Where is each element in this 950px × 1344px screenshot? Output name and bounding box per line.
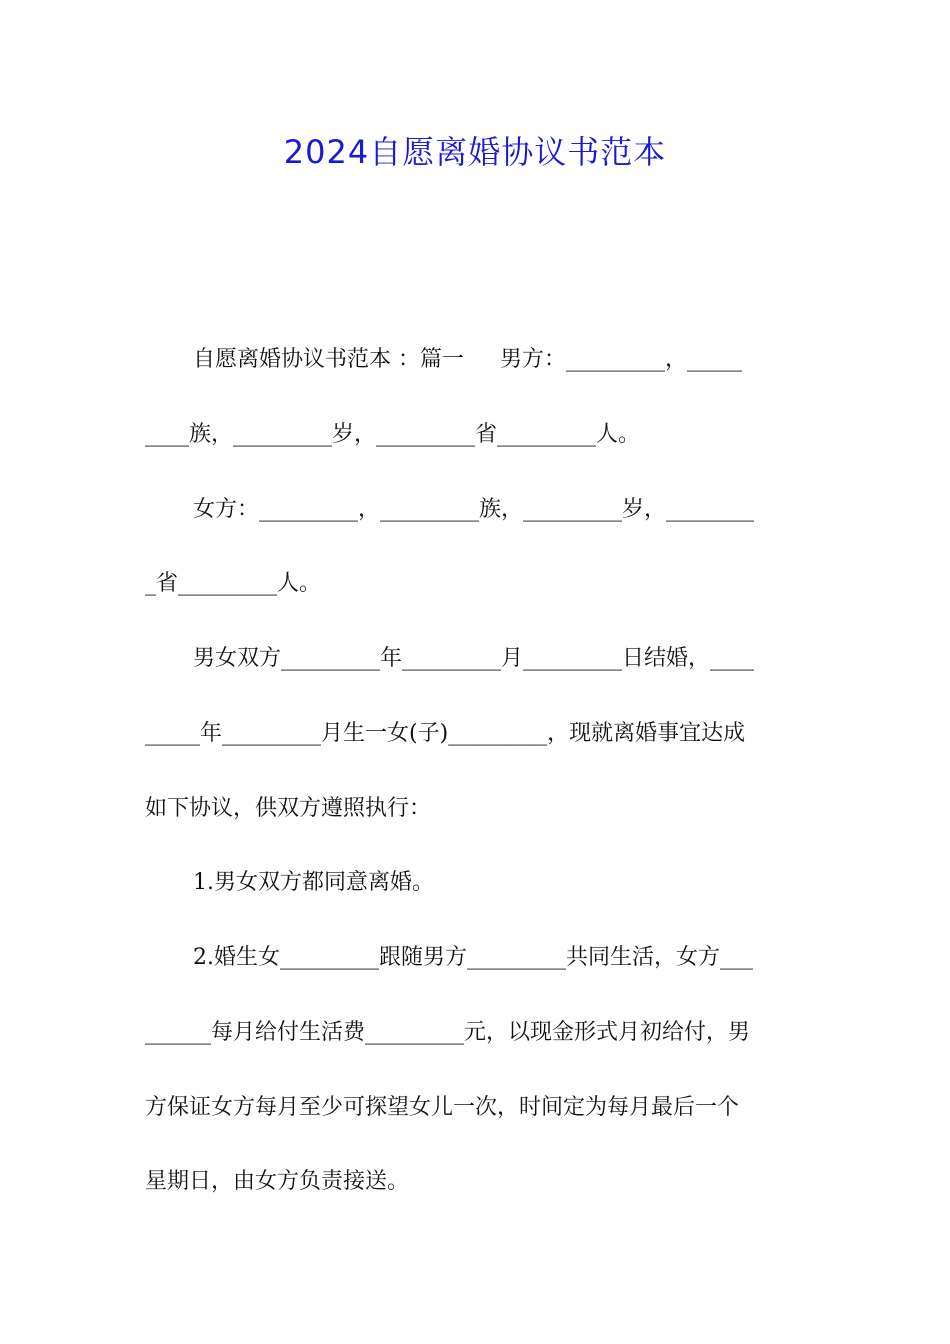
paragraph-line: ____族，_________岁，_________省_________人。 — [145, 422, 641, 447]
paragraph-line: 星期日，由女方负责接送。 — [145, 1169, 410, 1194]
document-title: 2024自愿离婚协议书范本 — [283, 133, 667, 171]
paragraph-line: 女方：_________，_________族，_________岁，________ — [193, 497, 755, 522]
paragraph-line: 2.婚生女_________跟随男方_________共同生活，女方___ — [193, 945, 753, 970]
paragraph-line: _____年_________月生一女(子)_________，现就离婚事宜达成 — [145, 721, 746, 746]
paragraph-line: 男女双方_________年_________月_________日结婚，____ — [193, 646, 755, 671]
paragraph-line: ______每月给付生活费_________元，以现金形式月初给付，男 — [145, 1020, 751, 1045]
paragraph-line: _省_________人。 — [145, 571, 322, 596]
paragraph-line: 如下协议，供双方遵照执行： — [145, 796, 432, 821]
paragraph-line: 1.男女双方都同意离婚。 — [193, 870, 434, 895]
paragraph-line: 自愿离婚协议书范本 ：篇一 男方：_________，_____ — [193, 347, 742, 372]
paragraph-line: 方保证女方每月至少可探望女儿一次，时间定为每月最后一个 — [145, 1095, 740, 1120]
